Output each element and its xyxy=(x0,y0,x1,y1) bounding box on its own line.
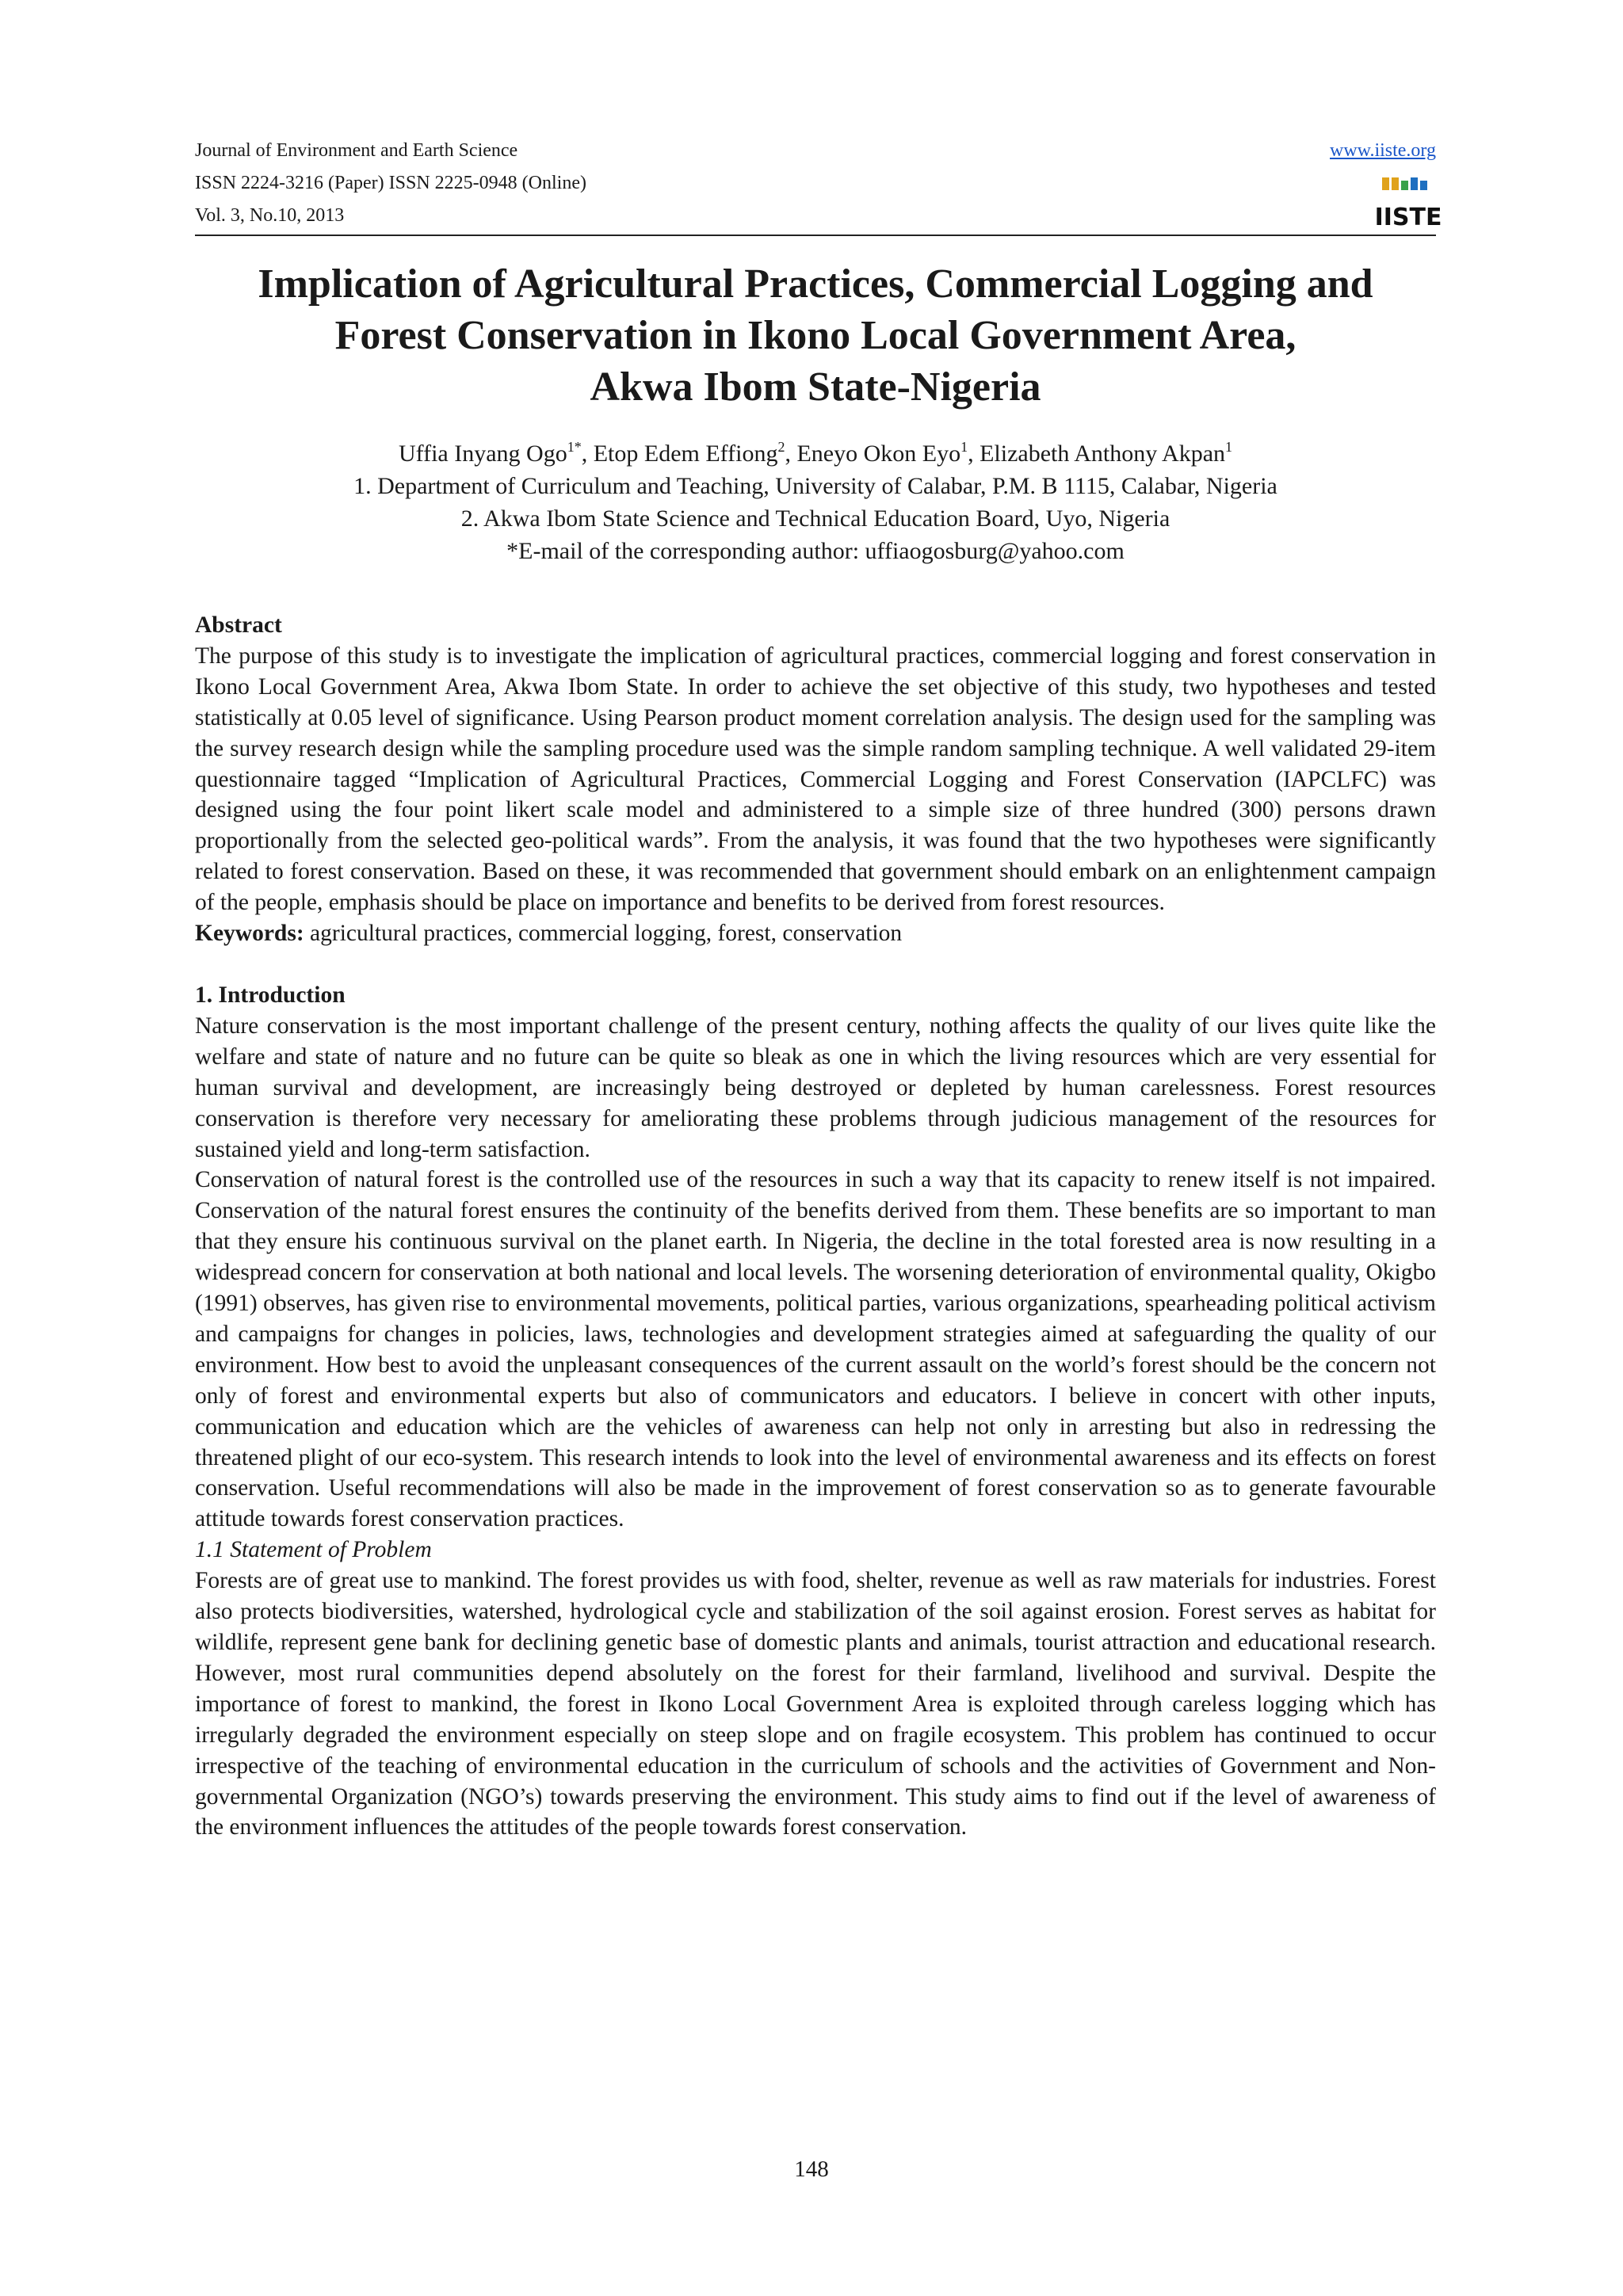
intro-paragraph-1: Nature conservation is the most important challenge of the present century, nothing affects the quality of our lives quite like the welfare and state of nature and no future can be quite so bleak as one in which the living resources which are very essential for human survival and development, are increasingly being destroyed or depleted by human carelessness. Forest resources conservation is therefore very necessary for ameliorating these problems through judicious management of the resources for sustained yield and long-term satisfaction. xyxy=(195,1013,1436,1162)
author-list: Uffia Inyang Ogo$^{1*}$, Etop Edem Effiong$^2$, Eneyo Okon Eyo$^1$, Elizabeth Anthony Akpan$^1$ xyxy=(398,439,1233,467)
corresponding-email: *E-mail of the corresponding author: uffiaogosburg@yahoo.com xyxy=(506,538,1125,564)
intro-paragraph-2: Conservation of natural forest is the controlled use of the resources in such a way that its capacity to renew itself is not impaired. Conservation of the natural forest ensures the continuity of the benefits derived from them. These benefits are so important to man that they ensure his continuous survival on the planet earth. In Nigeria, the decline in the total forested area is now resulting in a widespread concern for conservation at both national and local levels. The worsening deterioration of environmental quality, Okigbo (1991) observes, has given rise to environmental movements, political parties, various organizations, spearheading political activism and campaigns for changes in policies, laws, technologies and development strategies aimed at safeguarding the quality of our environment. How best to avoid the unpleasant consequences of the current assault on the world’s forest should be the concern not only of forest and environmental experts but also of communicators and educators. I believe in concert with other inputs, communication and education which are the vehicles of awareness can help not only in arresting but also in redressing the threatened plight of our eco-system. This research intends to look into the level of environmental awareness and its effects on forest conservation. Useful recommendations will also be made in the improvement of forest conservation so as to generate favourable attitude towards forest conservation practices. xyxy=(195,1167,1436,1532)
section-gap xyxy=(195,949,1436,980)
title-line-1: Implication of Agricultural Practices, Commercial Logging and xyxy=(258,261,1373,307)
affiliation-1: 1. Department of Curriculum and Teaching, University of Calabar, P.M. B 1115, Calabar, Nigeria xyxy=(353,473,1277,499)
author-block xyxy=(195,437,1436,567)
title-line-3: Akwa Ibom State-Nigeria xyxy=(590,364,1041,410)
svg-text:IISTE: IISTE xyxy=(1374,204,1442,231)
abstract-text: The purpose of this study is to investigate the implication of agricultural practices, commercial logging and forest conservation in Ikono Local Government Area, Akwa Ibom State. In order to achieve the set objective of this study, two hypotheses and tested statistically at 0.05 level of significance. Using Pearson product moment correlation analysis. The design used for the sampling was the survey research design while the sampling procedure used was the simple random sampling technique. A well validated 29-item questionnaire tagged “Implication of Agricultural Practices, Commercial Logging and Forest Conservation (IAPCLFC) was designed using the four point likert scale model and administered to a simple size of three hundred (300) persons drawn proportionally from the selected geo-political wards”. From the analysis, it was found that the two hypotheses were significantly related to forest conservation. Based on these, it was recommended that government should embark on an enlightenment campaign of the people, emphasis should be place on importance and benefits to be derived from forest resources. xyxy=(195,643,1436,916)
running-header xyxy=(195,135,1442,232)
issn-line: ISSN 2224-3216 (Paper) ISSN 2225-0948 (Online) xyxy=(195,173,586,193)
title-line-2: Forest Conservation in Ikono Local Government Area, xyxy=(334,313,1296,358)
keywords-line xyxy=(195,918,1436,949)
keywords-text: agricultural practices, commercial logging, forest, conservation xyxy=(304,921,903,947)
paper-body xyxy=(195,610,1436,1843)
statement-of-problem-heading: 1.1 Statement of Problem xyxy=(195,1537,432,1563)
problem-paragraph: Forests are of great use to mankind. The forest provides us with food, shelter, revenue as well as raw materials for industries. Forest also protects biodiversities, watershed, hydrological cycle and stabilization of the soil against erosion. Forest serves as habitat for wildlife, represent gene bank for declining genetic base of domestic plants and animals, tourist attraction and educational research. However, most rural communities depend absolutely on the forest for their farmland, livelihood and survival. Despite the importance of forest to mankind, the forest in Ikono Local Government Area is exploited through careless logging which has irregularly degraded the environment especially on steep slope and on fragile ecosystem. This problem has continued to occur irrespective of the teaching of environmental education in the curriculum of schools and the activities of Government and Non-governmental Organization (NGO’s) towards preserving the environment. This study aims to find out if the level of awareness of the environment influences the attitudes of the people towards forest conservation. xyxy=(195,1568,1436,1840)
affiliation-2: 2. Akwa Ibom State Science and Technical Education Board, Uyo, Nigeria xyxy=(460,505,1170,532)
introduction-heading: 1. Introduction xyxy=(195,982,346,1008)
volume-line: Vol. 3, No.10, 2013 xyxy=(195,205,345,226)
keywords-label: Keywords: xyxy=(195,921,304,947)
paper-title xyxy=(195,258,1436,413)
page-number: 148 xyxy=(794,2157,829,2182)
header-rule xyxy=(195,235,1436,236)
iiste-logo-icon xyxy=(1374,173,1442,231)
journal-url-link[interactable]: www.iiste.org xyxy=(1330,140,1436,161)
abstract-heading: Abstract xyxy=(195,612,282,638)
journal-name: Journal of Environment and Earth Science xyxy=(195,140,518,161)
